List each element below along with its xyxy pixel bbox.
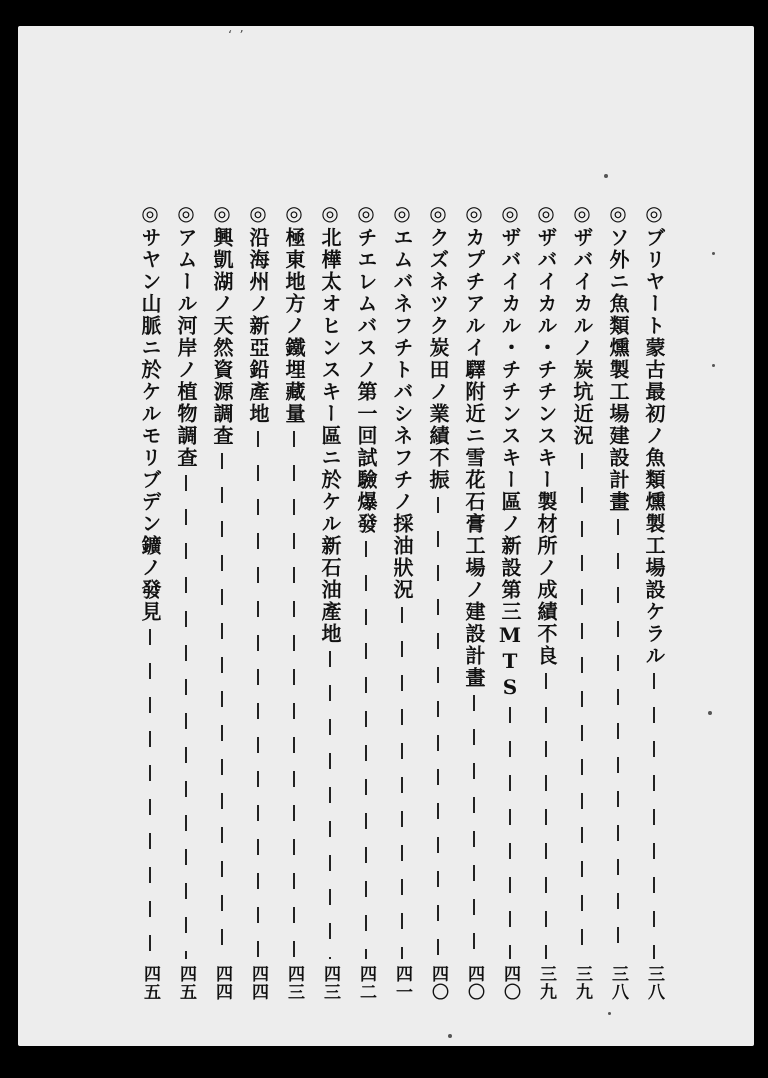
- toc-entry-text: ◎北樺太オヒンスキー區ニ於ケル新石油產地: [318, 201, 342, 645]
- toc-entry: [172, 201, 200, 1001]
- toc-leader: [581, 453, 583, 959]
- toc-page-number: 四三: [284, 965, 304, 1001]
- toc-leader: [617, 519, 619, 959]
- toc-entry: [280, 201, 308, 1001]
- toc-leader: [365, 541, 367, 959]
- toc-leader: [257, 431, 259, 959]
- toc-leader: [293, 431, 295, 959]
- toc-entry: [244, 201, 272, 1001]
- toc-leader: [221, 453, 223, 959]
- toc-page-number: 三九: [572, 965, 592, 1001]
- toc-leader: [545, 673, 547, 959]
- toc-leader: [437, 497, 439, 959]
- toc-entry-text: ◎ブリヤート蒙古最初ノ魚類燻製工場設ケラル: [642, 201, 666, 667]
- toc-leader: [509, 707, 511, 959]
- toc-entry: [496, 201, 524, 1001]
- toc-entry-text: ◎ザバイカル・チチンスキー區ノ新設第三MTS: [498, 201, 522, 701]
- toc-page-number: 三八: [644, 965, 664, 1001]
- toc-page-number: 四二: [356, 965, 376, 1001]
- toc-page-number: 四〇: [464, 965, 484, 1001]
- toc-entry: [568, 201, 596, 1001]
- toc-leader: [653, 673, 655, 959]
- speck: [708, 711, 712, 715]
- toc-entry-text: ◎ザバイカルノ炭坑近況: [570, 201, 594, 447]
- speck: [448, 1034, 452, 1038]
- toc-entry: [532, 201, 560, 1001]
- toc-page-number: 四五: [176, 965, 196, 1001]
- toc-page-number: 四〇: [500, 965, 520, 1001]
- toc-entry-text: ◎チエレムバスノ第一回試驗爆發: [354, 201, 378, 535]
- speck: [712, 252, 715, 255]
- toc-entry-text: ◎ザバイカル・チチンスキー製材所ノ成績不良: [534, 201, 558, 667]
- toc-entry-text: ◎エムバネフチトバシネフチノ採油狀況: [390, 201, 414, 601]
- toc-leader: [401, 607, 403, 959]
- toc-entry: [640, 201, 668, 1001]
- toc-entry-text: ◎カプチアルイ驛附近ニ雪花石膏工場ノ建設計畫: [462, 201, 486, 689]
- toc-entry-text: ◎サヤン山脈ニ於ケルモリブデン鑛ノ發見: [138, 201, 162, 623]
- toc-entry-text: ◎アムール河岸ノ植物調查: [174, 201, 198, 469]
- speck: [604, 174, 608, 178]
- toc-entry-text: ◎クズネツク炭田ノ業績不振: [426, 201, 450, 491]
- scan-mark: ‘ ’: [228, 28, 246, 42]
- toc-entry: [352, 201, 380, 1001]
- toc-page-number: 四五: [140, 965, 160, 1001]
- toc-page-number: 四〇: [428, 965, 448, 1001]
- toc-entry: [604, 201, 632, 1001]
- toc-page-number: 四四: [212, 965, 232, 1001]
- toc-page-number: 三九: [536, 965, 556, 1001]
- speck: [712, 364, 715, 367]
- speck: [608, 1012, 611, 1015]
- toc-entry-text: ◎沿海州ノ新亞鉛產地: [246, 201, 270, 425]
- toc-entry: [424, 201, 452, 1001]
- toc-page-number: 四四: [248, 965, 268, 1001]
- toc-leader: [185, 475, 187, 959]
- toc-entry: [460, 201, 488, 1001]
- toc-entry: [136, 201, 164, 1001]
- toc-leader: [329, 651, 331, 959]
- toc-leader: [149, 629, 151, 959]
- toc-page-number: 四三: [320, 965, 340, 1001]
- toc-entry: [316, 201, 344, 1001]
- toc-entry-text: ◎極東地方ノ鐵埋藏量: [282, 201, 306, 425]
- toc-page-number: 四一: [392, 965, 412, 1001]
- toc-entry: [208, 201, 236, 1001]
- toc-page-number: 三八: [608, 965, 628, 1001]
- toc-leader: [473, 695, 475, 959]
- toc-entry-text: ◎ソ外ニ魚類燻製工場建設計畫: [606, 201, 630, 513]
- toc-entry: [388, 201, 416, 1001]
- document-page: [18, 26, 754, 1046]
- toc-entry-text: ◎興凱湖ノ天然資源調查: [210, 201, 234, 447]
